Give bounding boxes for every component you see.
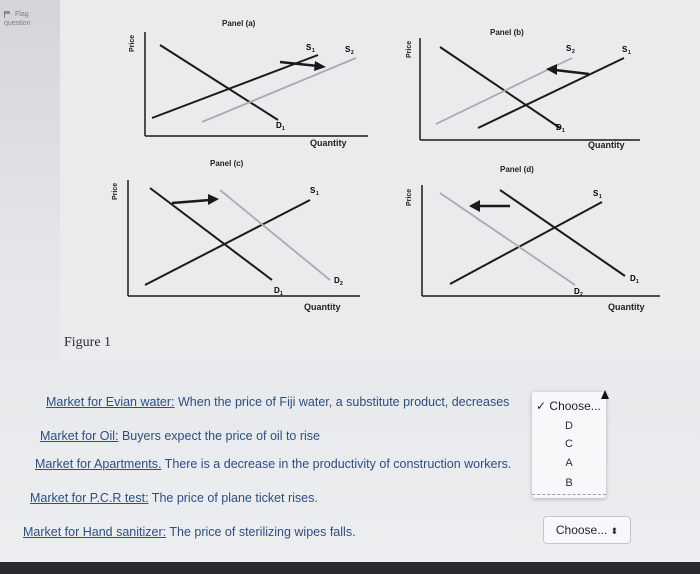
panel-b-title: Panel (b) — [490, 28, 524, 37]
panel-d-ylabel: Price — [406, 188, 413, 206]
panel-d-xlabel: Quantity — [608, 302, 645, 312]
question-market: Market for P.C.R test: — [30, 491, 149, 505]
panel-d-demand-2-sub: 2 — [580, 292, 583, 298]
panel-d-supply-label: S — [593, 189, 599, 198]
panel-b-supply-1-sub: 1 — [628, 50, 631, 56]
panel-c-demand-1-sub: 1 — [280, 291, 283, 297]
question-pcr — [30, 491, 318, 505]
panel-a-title: Panel (a) — [222, 19, 256, 28]
panel-d-supply-sub: 1 — [599, 194, 602, 200]
flag-sublabel: question — [4, 20, 31, 27]
panel-a-ylabel: Price — [129, 34, 136, 52]
question-apartments — [35, 457, 511, 471]
panel-d-title: Panel (d) — [500, 165, 534, 174]
panel-a-xlabel: Quantity — [310, 138, 347, 148]
panel-a-supply-2-label: S — [345, 45, 351, 54]
panel-c-supply-sub: 1 — [316, 191, 319, 197]
panel-a-supply-2-sub: 2 — [351, 50, 354, 56]
question-text: The price of plane ticket rises. — [148, 491, 318, 505]
question-hand-sanitizer — [23, 525, 356, 539]
question-evian — [46, 395, 509, 409]
panel-b-supply-1-label: S — [622, 45, 628, 54]
panel-d-arrow-head — [469, 200, 480, 212]
panel-b-supply-2-label: S — [566, 44, 572, 53]
panel-c-supply-label: S — [310, 186, 316, 195]
mouse-cursor-icon — [601, 390, 609, 399]
dropdown-option-d[interactable]: D — [565, 420, 573, 432]
question-market: Market for Hand sanitizer: — [23, 525, 167, 539]
panel-c-title: Panel (c) — [210, 159, 244, 168]
question-market: Market for Evian water: — [46, 395, 175, 409]
question-text: The price of sterilizing wipes falls. — [166, 525, 356, 539]
check-icon: ✓ — [536, 399, 547, 413]
dropdown-divider — [532, 494, 606, 495]
question-market: Market for Oil: — [40, 429, 119, 443]
panel-a-supply-1-sub: 1 — [312, 48, 315, 54]
figure-label: Figure 1 — [64, 335, 112, 350]
question-text: When the price of Fiji water, a substitute product, decreases — [174, 395, 510, 409]
dropdown-option-c[interactable]: C — [565, 438, 573, 450]
panel-d-demand-2-label: D — [574, 287, 580, 296]
panel-c-demand-1-label: D — [274, 286, 280, 295]
panel-a-supply-1-label: S — [306, 43, 312, 52]
panel-b-demand-label: D — [556, 123, 562, 132]
dropdown-selected-label: Choose... — [549, 399, 601, 413]
dropdown-option-b[interactable]: B — [565, 477, 573, 489]
panel-b-demand-sub: 1 — [562, 128, 565, 134]
panel-c-xlabel: Quantity — [304, 302, 341, 312]
bottom-bezel — [0, 562, 700, 574]
dropdown-option-a[interactable]: A — [565, 457, 573, 469]
panel-a-demand-label: D — [276, 121, 282, 130]
panel-c-ylabel: Price — [112, 182, 119, 200]
flag-label: Flag — [15, 11, 29, 18]
question-market: Market for Apartments. — [35, 457, 162, 471]
panel-c-demand-2-sub: 2 — [340, 281, 343, 287]
panel-b-xlabel: Quantity — [588, 140, 625, 150]
question-oil — [40, 429, 320, 443]
panel-d-demand-1-line — [500, 190, 625, 276]
answer-select-hand-sanitizer[interactable] — [543, 516, 631, 544]
select-arrows-icon: ⬍ — [610, 526, 619, 536]
panel-b-supply-2-sub: 2 — [572, 49, 575, 55]
select-value: Choose... — [555, 523, 608, 537]
panel-b-ylabel: Price — [406, 40, 413, 58]
panel-c-demand-2-label: D — [334, 276, 340, 285]
panel-d-demand-1-sub: 1 — [636, 279, 639, 285]
panel-a-demand-sub: 1 — [282, 126, 285, 132]
question-text: There is a decrease in the productivity of construction workers. — [161, 457, 512, 471]
answer-dropdown-open[interactable] — [532, 392, 606, 498]
panel-d-demand-1-label: D — [630, 274, 636, 283]
question-text: Buyers expect the price of oil to rise — [118, 429, 320, 443]
dropdown-selected[interactable] — [536, 399, 601, 413]
